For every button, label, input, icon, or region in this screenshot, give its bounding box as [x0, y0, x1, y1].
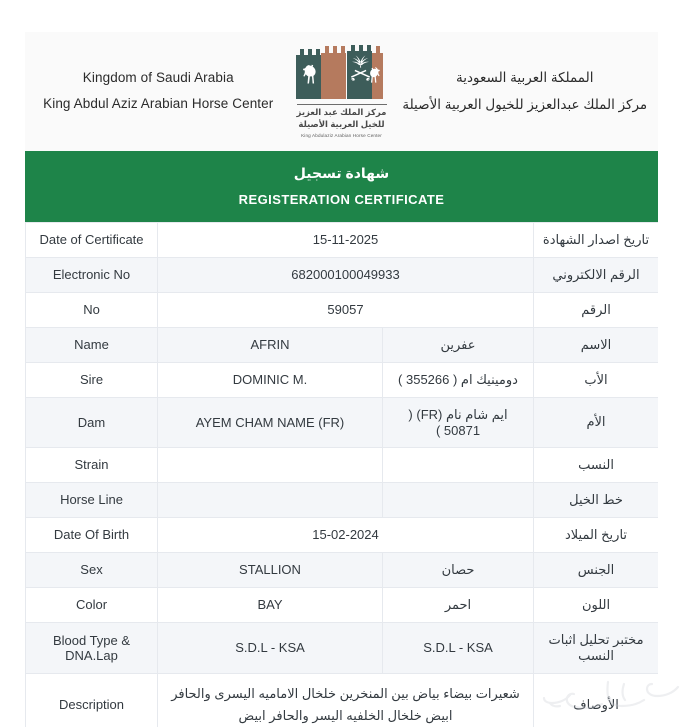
row-value-arabic [383, 482, 534, 517]
row-label-arabic: الاسم [534, 327, 658, 362]
table-row [26, 362, 659, 397]
row-value-english: DOMINIC M. [158, 362, 383, 397]
table-row [26, 397, 659, 447]
row-label-english: Blood Type & DNA.Lap [26, 622, 158, 673]
row-value-english: BAY [158, 587, 383, 622]
row-label-english: Dam [26, 397, 158, 447]
row-label-arabic: الرقم الالكتروني [534, 257, 658, 292]
masthead-english-line-2: King Abdul Aziz Arabian Horse Center [43, 96, 274, 111]
row-value-english: AFRIN [158, 327, 383, 362]
row-label-english: Date Of Birth [26, 517, 158, 552]
row-value-arabic: حصان [383, 552, 534, 587]
masthead-arabic-line-1: المملكة العربية السعودية [456, 69, 594, 85]
certificate-title-band [25, 151, 658, 222]
row-label-english: No [26, 292, 158, 327]
row-value-arabic [383, 447, 534, 482]
row-value-arabic: عفرين [383, 327, 534, 362]
table-row [26, 482, 659, 517]
row-label-english: Sire [26, 362, 158, 397]
row-value-arabic: احمر [383, 587, 534, 622]
logo-english-caption: King Abdulaziz Arabian Horse Center [301, 132, 382, 138]
row-label-arabic: الأوصاف [534, 673, 658, 727]
row-label-english: Color [26, 587, 158, 622]
table-row [26, 257, 659, 292]
certificate-title-english: REGISTERATION CERTIFICATE [238, 191, 445, 207]
row-label-arabic: الأم [534, 397, 658, 447]
row-value-arabic: ايم شام نام (FR) ( 50871 ) [383, 397, 534, 447]
row-value-merged: شعيرات بيضاء بياض بين المنخرين خلخال الاماميه اليسرى والحافر ابيض خلخال الخلفيه اليسر والحافر ابيض [158, 673, 534, 727]
row-label-english: Electronic No [26, 257, 158, 292]
table-row [26, 622, 659, 673]
table-row [26, 587, 659, 622]
row-label-english: Horse Line [26, 482, 158, 517]
row-label-arabic: تاريخ اصدار الشهادة [534, 222, 658, 257]
row-value-merged: 15-11-2025 [158, 222, 534, 257]
row-label-english: Sex [26, 552, 158, 587]
masthead-english-line-1: Kingdom of Saudi Arabia [82, 70, 234, 86]
masthead-english [31, 68, 286, 115]
table-row [26, 222, 659, 257]
certificate-table [25, 222, 658, 727]
row-label-arabic: الجنس [534, 552, 658, 587]
row-label-arabic: الرقم [534, 292, 658, 327]
row-label-arabic: تاريخ الميلاد [534, 517, 658, 552]
table-row [26, 673, 659, 727]
row-value-english [158, 447, 383, 482]
row-value-merged: 682000100049933 [158, 257, 534, 292]
row-label-english: Description [26, 673, 158, 727]
row-label-arabic: النسب [534, 447, 658, 482]
table-row [26, 517, 659, 552]
masthead [25, 32, 658, 151]
logo-arabic-line-1: مركز الملك عبد العزيز [296, 107, 387, 118]
row-value-arabic: دومينيك ام ( 355266 ) [383, 362, 534, 397]
row-value-english [158, 482, 383, 517]
row-label-english: Date of Certificate [26, 222, 158, 257]
row-value-english: S.D.L - KSA [158, 622, 383, 673]
table-row [26, 447, 659, 482]
table-row [26, 292, 659, 327]
row-label-english: Strain [26, 447, 158, 482]
row-label-arabic: اللون [534, 587, 658, 622]
row-label-english: Name [26, 327, 158, 362]
fortress-horses-logo-icon [296, 45, 388, 101]
table-row [26, 552, 659, 587]
row-label-arabic: الأب [534, 362, 658, 397]
row-value-english: STALLION [158, 552, 383, 587]
masthead-arabic-line-2: مركز الملك عبدالعزيز للخيول العربية الأصيلة [402, 97, 648, 112]
logo-divider [297, 104, 387, 105]
logo-arabic-caption [297, 107, 387, 130]
row-value-merged: 15-02-2024 [158, 517, 534, 552]
row-label-arabic: مختبر تحليل اثبات النسب [534, 622, 658, 673]
masthead-arabic [398, 67, 653, 117]
row-value-english: AYEM CHAM NAME (FR) [158, 397, 383, 447]
logo-arabic-line-2: للخيل العربية الأصيلة [298, 118, 385, 129]
certificate-card [25, 32, 658, 727]
table-row [26, 327, 659, 362]
center-logo [286, 45, 398, 138]
row-value-arabic: S.D.L - KSA [383, 622, 534, 673]
row-label-arabic: خط الخيل [534, 482, 658, 517]
certificate-table-body [26, 222, 659, 727]
row-value-merged: 59057 [158, 292, 534, 327]
certificate-title-arabic: شهادة تسجيل [293, 165, 390, 181]
